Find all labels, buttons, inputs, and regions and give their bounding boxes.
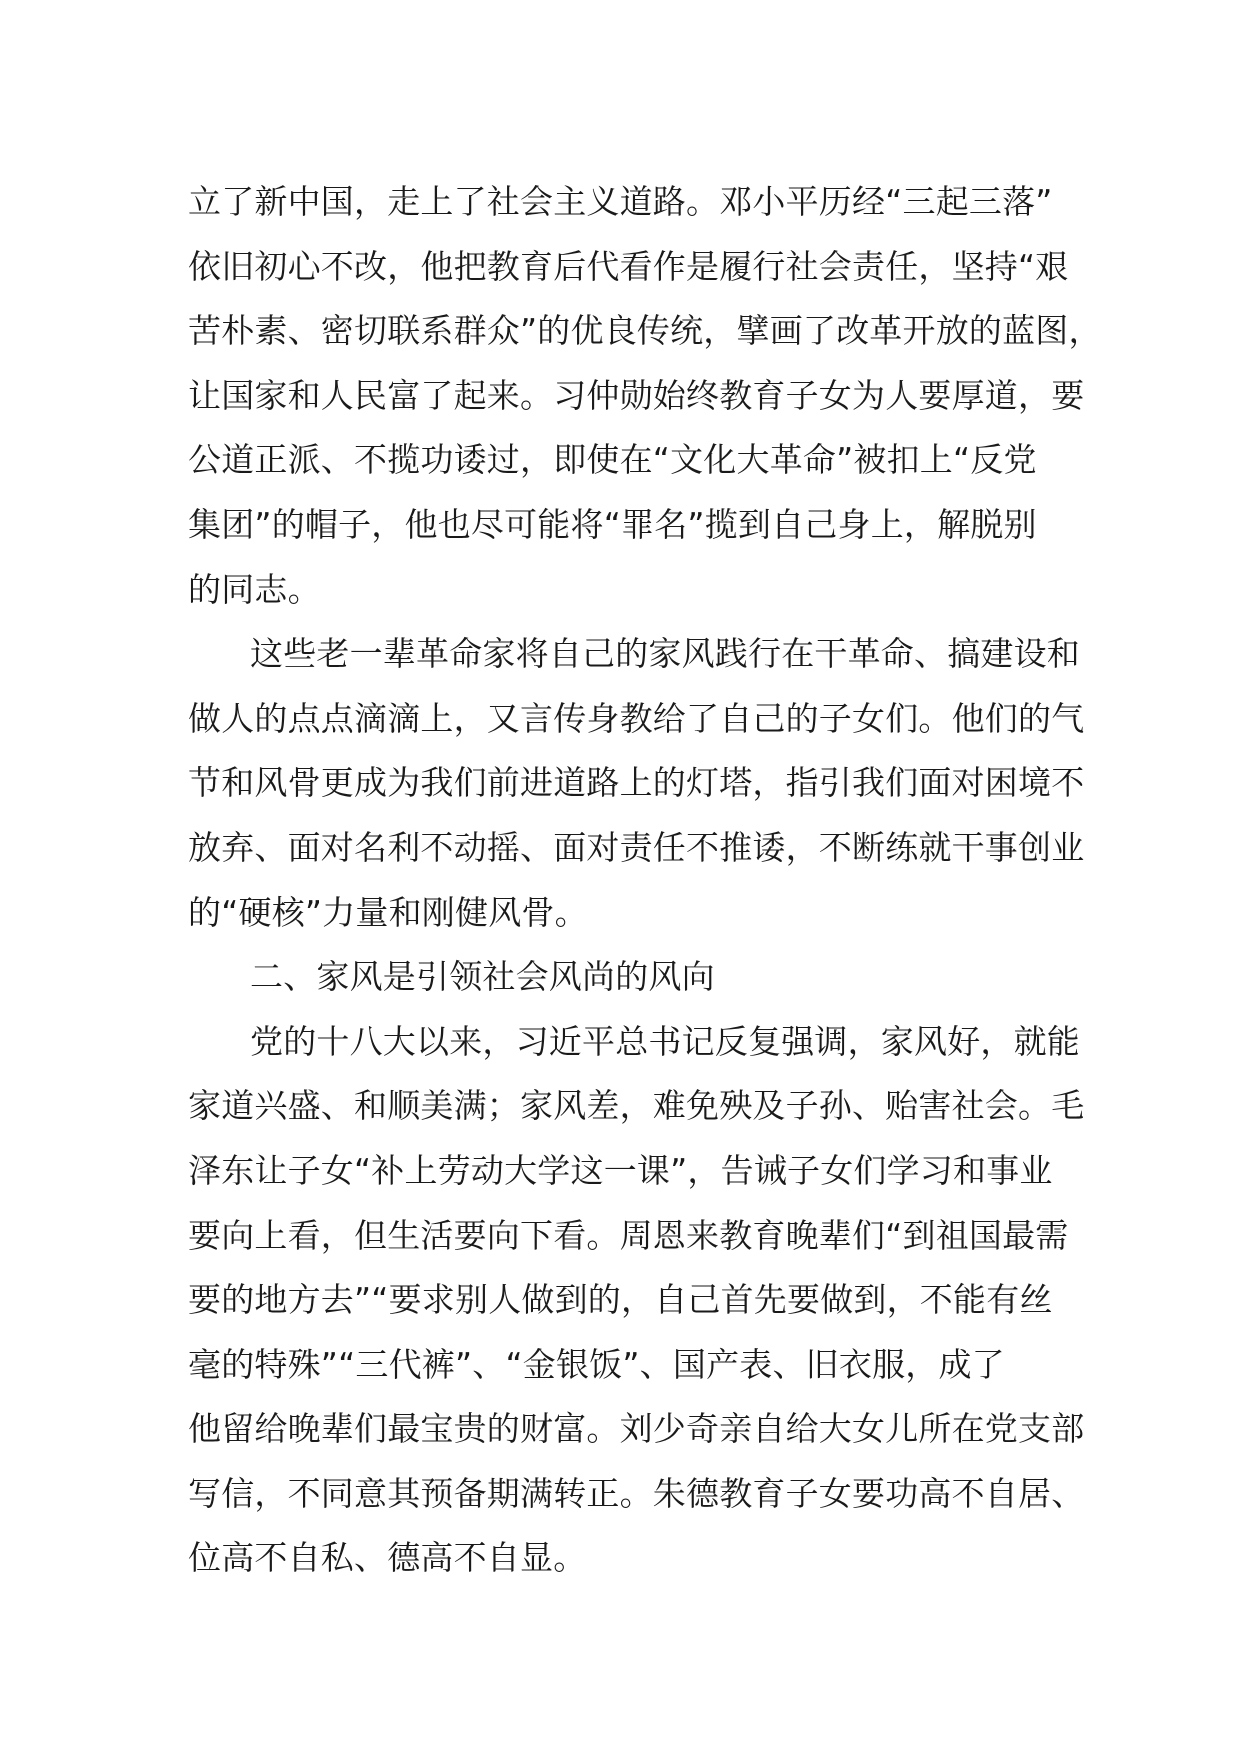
text-line: 做人的点点滴滴上，又言传身教给了自己的子女们。他们的气 (188, 698, 1085, 738)
section-heading: 二、家风是引领社会风尚的风向 (250, 957, 715, 997)
paragraph-first-line: 党的十八大以来，习近平总书记反复强调，家风好，就能 (250, 1021, 1080, 1061)
text-line: 立了新中国，走上了社会主义道路。邓小平历经“三起三落” (188, 182, 1053, 221)
text-line: 要的地方去”“要求别人做到的，自己首先要做到，不能有丝 (188, 1280, 1053, 1320)
text-line: 他留给晚辈们最宝贵的财富。刘少奇亲自给大女儿所在党支部 (188, 1409, 1085, 1449)
text-line: 公道正派、不揽功诿过，即使在“文化大革命”被扣上“反党 (188, 440, 1037, 480)
text-line: 毫的特殊”“三代裤”、“金银饭”、国产表、旧衣服，成了 (188, 1344, 1005, 1384)
text-line: 的同志。 (188, 569, 321, 609)
text-line: 放弃、面对名利不动摇、面对责任不推诿，不断练就干事创业 (188, 827, 1085, 867)
text-line: 让国家和人民富了起来。习仲勋始终教育子女为人要厚道，要 (188, 375, 1085, 415)
text-line: 家道兴盛、和顺美满；家风差，难免殃及子孙、贻害社会。毛 (188, 1086, 1085, 1126)
document-body (188, 170, 1102, 1591)
text-line: 苦朴素、密切联系群众”的优良传统，擘画了改革开放的蓝图， (188, 311, 1102, 351)
text-line: 的“硬核”力量和刚健风骨。 (188, 892, 588, 932)
text-line: 泽东让子女“补上劳动大学这一课”，告诫子女们学习和事业 (188, 1150, 1053, 1190)
paragraph-first-line: 这些老一辈革命家将自己的家风践行在干革命、搞建设和 (250, 634, 1080, 674)
text-line: 依旧初心不改，他把教育后代看作是履行社会责任，坚持“艰 (188, 246, 1069, 286)
text-line: 写信，不同意其预备期满转正。朱德教育子女要功高不自居、 (188, 1473, 1085, 1513)
text-line: 节和风骨更成为我们前进道路上的灯塔，指引我们面对困境不 (188, 763, 1085, 803)
text-line: 位高不自私、德高不自显。 (188, 1538, 587, 1578)
text-line: 要向上看，但生活要向下看。周恩来教育晚辈们“到祖国最需 (188, 1215, 1069, 1255)
text-line: 集团”的帽子，他也尽可能将“罪名”揽到自己身上，解脱别 (188, 504, 1037, 544)
